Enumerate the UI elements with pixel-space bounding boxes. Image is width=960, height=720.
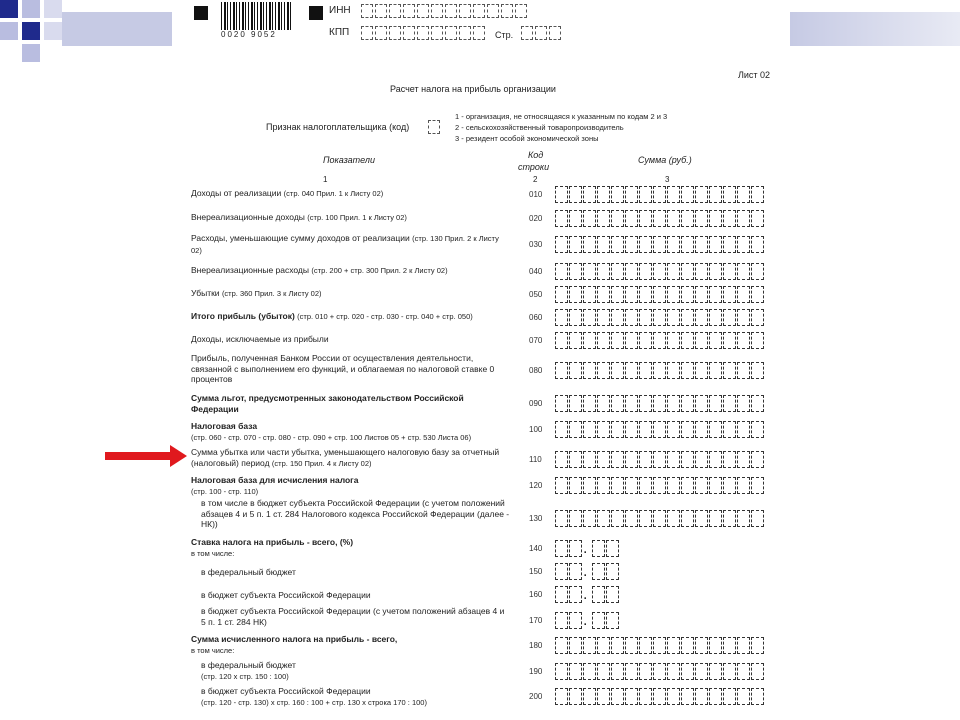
barcode-number: 0020 9052 [221, 30, 277, 39]
page-field[interactable] [521, 26, 563, 40]
row-label: в бюджет субъекта Российской Федерации (стр. 120 - стр. 130) х стр. 160 : 100 + стр. 130 х строка 170 : 100) [201, 686, 427, 707]
registration-mark [309, 6, 323, 20]
barcode [221, 2, 293, 30]
row-label: Убытки (стр. 360 Прил. 3 к Листу 02) [191, 288, 322, 298]
rate-field[interactable]: . [555, 612, 620, 629]
kpp-field[interactable] [361, 26, 487, 40]
sum-field[interactable] [555, 477, 765, 494]
row-label: Итого прибыль (убыток) (стр. 010 + стр. 020 - стр. 030 - стр. 040 + стр. 050) [191, 311, 473, 321]
row-code: 030 [529, 240, 543, 249]
sum-field[interactable] [555, 395, 765, 412]
sum-field[interactable] [555, 421, 765, 438]
sum-field[interactable] [555, 451, 765, 468]
row-label: Сумма исчисленного налога на прибыль - всего, в том числе: [191, 634, 398, 655]
row-label: Прибыль, полученная Банком России от осуществления деятельности, связанной с выполнением его функций, и облагаемая по налоговой ставке 0 процентов [191, 353, 495, 384]
taxpayer-option: 1 - организация, не относящаяся к указанным по кодам 2 и 3 [455, 112, 668, 121]
row-code: 130 [529, 514, 543, 523]
taxpayer-sign-field[interactable] [428, 120, 442, 134]
column-number: 1 [323, 175, 328, 184]
row-label: Сумма убытка или части убытка, уменьшающего налоговую базу за отчетный (налоговый) период (стр. 150 Прил. 4 к Листу 02) [191, 447, 500, 468]
taxpayer-option: 3 - резидент особой экономической зоны [455, 134, 599, 143]
corner-square-light [0, 22, 18, 40]
tax-form-page [183, 0, 783, 720]
taxpayer-sign-label: Признак налогоплательщика (код) [266, 122, 410, 132]
corner-square-light [44, 0, 62, 18]
sum-field[interactable] [555, 362, 765, 379]
rate-field[interactable]: . [555, 563, 620, 580]
inn-field[interactable] [361, 4, 529, 18]
row-code: 180 [529, 641, 543, 650]
column-header-code: Код [528, 150, 544, 160]
row-code: 070 [529, 336, 543, 345]
row-label: в бюджет субъекта Российской Федерации (с учетом положений абзацев 4 и 5 п. 1 ст. 284 НК) [201, 606, 505, 627]
inn-label: ИНН [329, 5, 351, 16]
row-label: в федеральный бюджет [201, 567, 296, 577]
header-accent-bar [62, 12, 172, 46]
row-label: в том числе в бюджет субъекта Российской Федерации (с учетом положений абзацев 4 и 5 п. 1 ст. 284 Налогового кодекса Российской Федерации (далее - НК)) [201, 498, 510, 529]
pointer-arrow-icon [105, 452, 171, 460]
row-label: Расходы, уменьшающие сумму доходов от реализации (стр. 130 Прил. 2 к Листу 02) [191, 233, 499, 255]
sum-field[interactable] [555, 332, 765, 349]
page-label: Стр. [495, 30, 514, 40]
sum-field[interactable] [555, 688, 765, 705]
sum-field[interactable] [555, 510, 765, 527]
row-label: Сумма льгот, предусмотренных законодательством Российской Федерации [191, 393, 464, 414]
column-header-indicators: Показатели [323, 155, 375, 165]
column-number: 2 [533, 175, 538, 184]
sum-field[interactable] [555, 663, 765, 680]
rate-field[interactable]: . [555, 586, 620, 603]
sum-field[interactable] [555, 210, 765, 227]
taxpayer-option: 2 - сельскохозяйственный товаропроизводитель [455, 123, 624, 132]
row-code: 200 [529, 692, 543, 701]
row-code: 150 [529, 567, 543, 576]
corner-square-light [22, 44, 40, 62]
row-label: Налоговая база (стр. 060 - стр. 070 - стр. 080 - стр. 090 + стр. 100 Листов 05 + стр. 530 Листа 06) [191, 421, 472, 442]
row-code: 060 [529, 313, 543, 322]
row-code: 120 [529, 481, 543, 490]
sum-field[interactable] [555, 309, 765, 326]
corner-square-light [44, 22, 62, 40]
sheet-label: Лист 02 [738, 70, 771, 80]
pointer-arrow-head-icon [170, 445, 187, 467]
corner-square-dark [22, 22, 40, 40]
row-code: 100 [529, 425, 543, 434]
row-label: Налоговая база для исчисления налога (стр. 100 - стр. 110) [191, 475, 359, 496]
row-code: 140 [529, 544, 543, 553]
sum-field[interactable] [555, 286, 765, 303]
sum-field[interactable] [555, 186, 765, 203]
row-label: Доходы от реализации (стр. 040 Прил. 1 к Листу 02) [191, 188, 384, 198]
sum-field[interactable] [555, 637, 765, 654]
row-code: 160 [529, 590, 543, 599]
row-code: 080 [529, 366, 543, 375]
corner-square-light [22, 0, 40, 18]
row-code: 010 [529, 190, 543, 199]
row-code: 050 [529, 290, 543, 299]
row-code: 040 [529, 267, 543, 276]
row-label: Внереализационные расходы (стр. 200 + стр. 300 Прил. 2 к Листу 02) [191, 265, 448, 275]
column-number: 3 [665, 175, 670, 184]
row-code: 020 [529, 214, 543, 223]
corner-square-dark [0, 0, 18, 18]
row-code: 190 [529, 667, 543, 676]
header-accent-bar [790, 12, 960, 46]
column-header-code: строки [518, 162, 550, 172]
row-label: в федеральный бюджет (стр. 120 х стр. 150 : 100) [201, 660, 296, 681]
form-title: Расчет налога на прибыль организации [390, 84, 556, 94]
row-code: 110 [529, 455, 542, 464]
row-code: 170 [529, 616, 543, 625]
registration-mark [194, 6, 208, 20]
row-label: Внереализационные доходы (стр. 100 Прил. 1 к Листу 02) [191, 212, 407, 222]
row-label: в бюджет субъекта Российской Федерации [201, 590, 371, 600]
rate-field[interactable]: . [555, 540, 620, 557]
column-header-sum: Сумма (руб.) [638, 155, 692, 165]
row-label: Доходы, исключаемые из прибыли [191, 334, 329, 344]
sum-field[interactable] [555, 263, 765, 280]
kpp-label: КПП [329, 27, 350, 38]
sum-field[interactable] [555, 236, 765, 253]
row-code: 090 [529, 399, 543, 408]
row-label: Ставка налога на прибыль - всего, (%) в том числе: [191, 537, 354, 558]
